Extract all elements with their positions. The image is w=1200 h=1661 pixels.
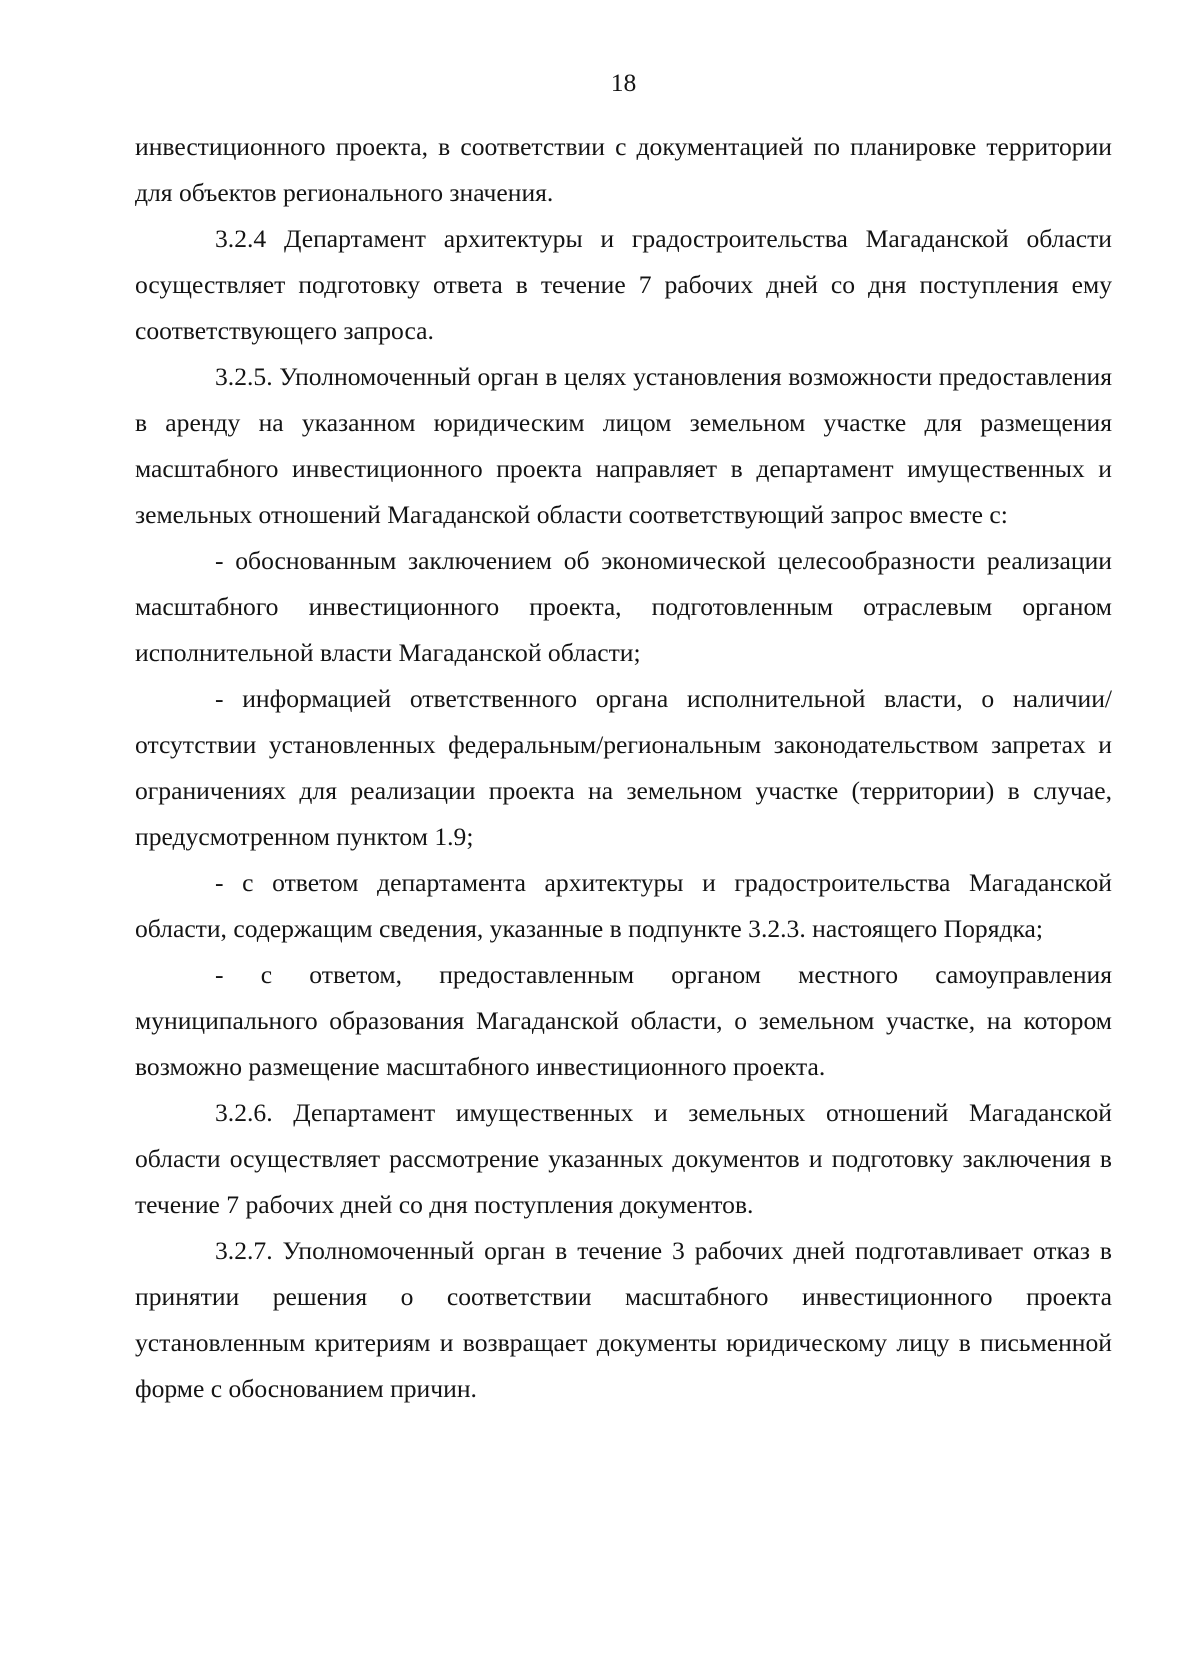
list-item-architecture-response: - с ответом департамента архитектуры и градостроительства Магаданской области, содержащим сведения, указанные в подпункте 3.2.3. настоящего Порядка; bbox=[135, 868, 1112, 943]
page-number: 18 bbox=[610, 68, 637, 97]
paragraph-3-2-7: 3.2.7. Уполномоченный орган в течение 3 рабочих дней подготавливает отказ в принятии решения о соответствии масштабного инвестиционного проекта установленным критериям и возвращает документы юридическому лицу в письменной форме с обоснованием причин. bbox=[135, 1236, 1112, 1403]
paragraph-3-2-4: 3.2.4 Департамент архитектуры и градостроительства Магаданской области осуществляет подготовку ответа в течение 7 рабочих дней со дня поступления ему соответствующего запроса. bbox=[135, 224, 1112, 345]
paragraph-continuation: инвестиционного проекта, в соответствии с документацией по планировке территории для объектов регионального значения. bbox=[135, 132, 1112, 207]
list-item-municipal-response: - с ответом, предоставленным органом местного самоуправления муниципального образования Магаданской области, о земельном участке, на котором возможно размещение масштабного инвестиционного проекта. bbox=[135, 960, 1112, 1081]
paragraph-3-2-5: 3.2.5. Уполномоченный орган в целях установления возможности предоставления в аренду на указанном юридическим лицом земельном участке для размещения масштабного инвестиционного проекта направляет в департамент имущественных и земельных отношений Магаданской области соответствующий запрос вместе с: bbox=[135, 362, 1112, 529]
list-item-economic-justification: - обоснованным заключением об экономической целесообразности реализации масштабного инвестиционного проекта, подготовленным отраслевым органом исполнительной власти Магаданской области; bbox=[135, 546, 1112, 667]
paragraph-3-2-6: 3.2.6. Департамент имущественных и земельных отношений Магаданской области осуществляет рассмотрение указанных документов и подготовку заключения в течение 7 рабочих дней со дня поступления документов. bbox=[135, 1098, 1112, 1219]
list-item-restrictions-info: - информацией ответственного органа исполнительной власти, о наличии/отсутствии установленных федеральным/региональным законодательством запретах и ограничениях для реализации проекта на земельном участке (территории) в случае, предусмотренном пунктом 1.9; bbox=[135, 684, 1112, 851]
